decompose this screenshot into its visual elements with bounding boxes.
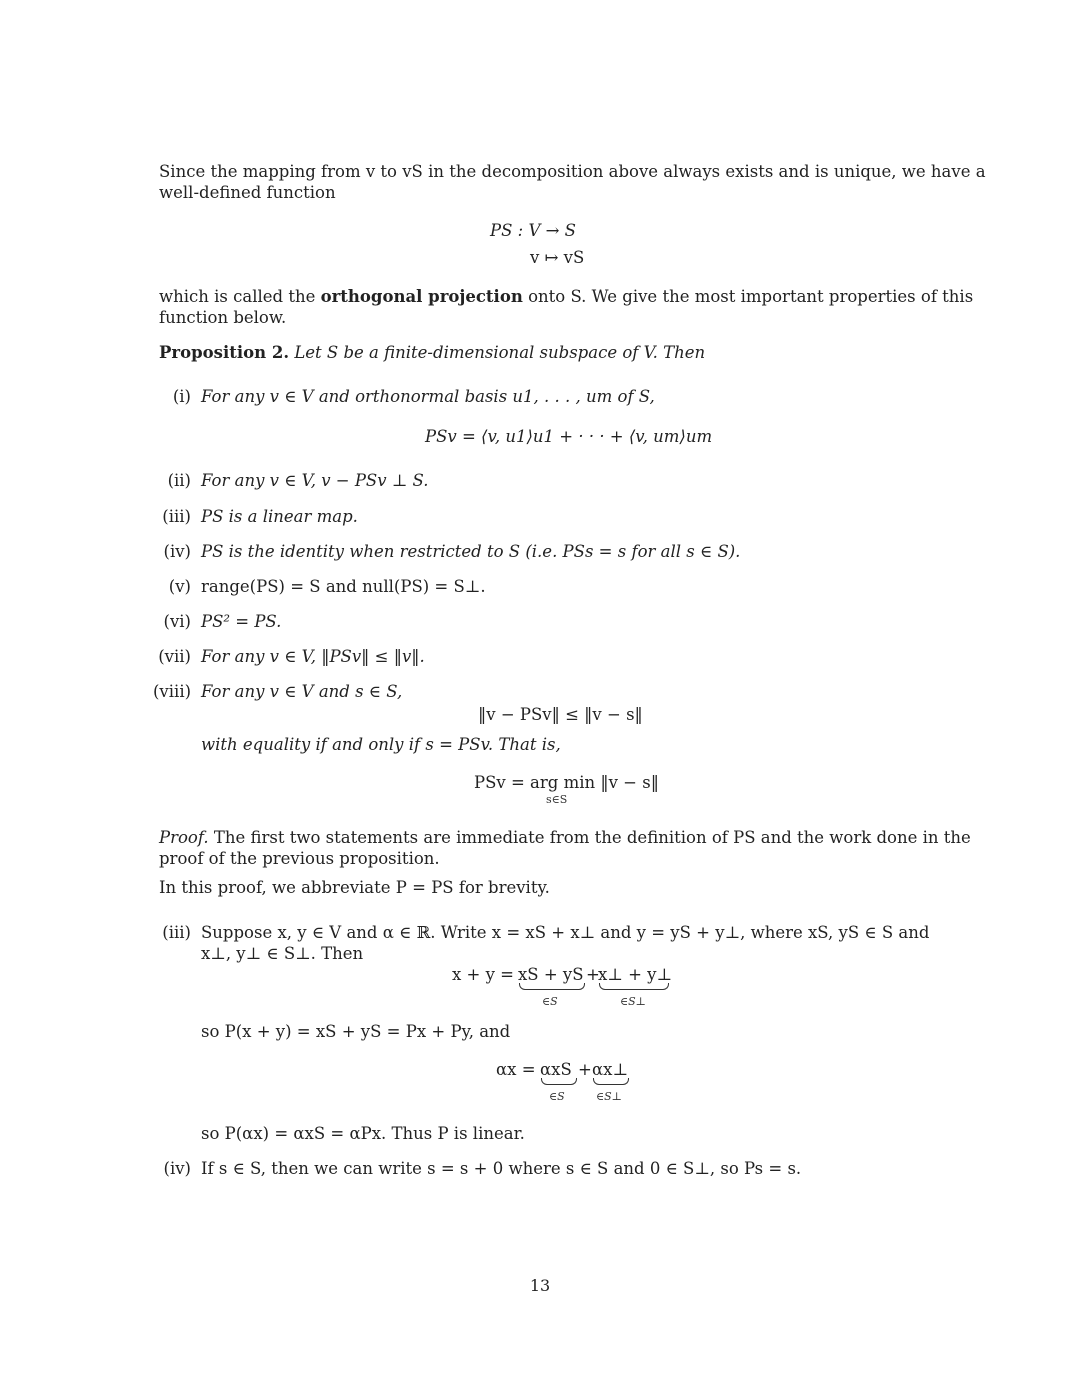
orthogonal-projection-term: orthogonal projection: [320, 287, 523, 306]
equation-argmin: PSv = arg min ‖v − s‖: [474, 773, 659, 792]
sum-in-S-label: ∈S: [542, 995, 558, 1008]
item-text-iv: PS is the identity when restricted to S (i.e. PSs = s for all s ∈ S).: [201, 542, 741, 561]
item-label-i: (i): [172, 387, 191, 406]
item-label-vi: (vi): [163, 612, 191, 631]
proposition-label: Proposition 2.: [159, 343, 290, 362]
proof-iv-text: If s ∈ S, then we can write s = s + 0 where s ∈ S and 0 ∈ S⊥, so Ps = s.: [201, 1159, 802, 1178]
item-text-vii: For any v ∈ V, ‖PSv‖ ≤ ‖v‖.: [201, 647, 425, 666]
underbrace-scalar-Sperp: [593, 1078, 629, 1085]
scalar-plus: +: [578, 1060, 592, 1079]
proof-label: Proof.: [159, 828, 209, 847]
item-label-v: (v): [168, 577, 191, 596]
underbrace-scalar-S: [541, 1078, 577, 1085]
proposition-heading: [159, 342, 705, 363]
proof-item-label-iv: (iv): [163, 1159, 191, 1178]
proof-iii-so-line-2: so P(αx) = αxS = αPx. Thus P is linear.: [201, 1124, 525, 1143]
scalar-in-Sperp-label: ∈S⊥: [596, 1090, 623, 1103]
sum-part-in-S: xS + yS: [518, 965, 584, 984]
item-text-iii: PS is a linear map.: [201, 507, 358, 526]
item-viii-continuation: with equality if and only if s = PSv. That is,: [201, 735, 561, 754]
proof-line-1: [159, 827, 971, 848]
proof-text-line-1: The first two statements are immediate from the definition of PS and the work done in the: [213, 828, 971, 847]
sum-lhs: x + y =: [452, 965, 515, 984]
proof-line-2: proof of the previous proposition.: [159, 849, 440, 868]
equation-distance-inequality: ‖v − PSv‖ ≤ ‖v − s‖: [478, 705, 643, 724]
proposition-statement: Let S be a finite-dimensional subspace of V. Then: [294, 343, 706, 362]
proof-line-3: In this proof, we abbreviate P = PS for brevity.: [159, 878, 550, 897]
intro-line-1: Since the mapping from v to vS in the decomposition above always exists and is unique, we have a: [159, 162, 986, 181]
item-text-vi: PS² = PS.: [201, 612, 282, 631]
proof-iii-so-line-1: so P(x + y) = xS + yS = Px + Py, and: [201, 1022, 511, 1041]
projection-paragraph-line-1: [159, 286, 973, 307]
page-number: 13: [529, 1276, 551, 1295]
projection-paragraph-line-2: function below.: [159, 308, 287, 327]
equation-argmin-subscript: s∈S: [546, 793, 568, 806]
scalar-lhs: αx =: [496, 1060, 536, 1079]
map-definition-line-1: PS : V → S: [490, 221, 576, 240]
scalar-part-in-Sperp: αx⊥: [592, 1060, 628, 1079]
intro-line-2: well-defined function: [159, 183, 336, 202]
item-text-viii: For any v ∈ V and s ∈ S,: [201, 682, 403, 701]
equation-orthonormal-expansion: PSv = ⟨v, u1⟩u1 + · · · + ⟨v, um⟩um: [425, 427, 713, 446]
map-definition-line-2: v ↦ vS: [530, 248, 585, 267]
proof-iii-line-1: Suppose x, y ∈ V and α ∈ ℝ. Write x = xS + x⊥ and y = yS + y⊥, where xS, yS ∈ S and: [201, 923, 930, 942]
sum-plus: +: [586, 965, 600, 984]
scalar-part-in-S: αxS: [540, 1060, 572, 1079]
projection-text-after: onto S. We give the most important properties of this: [522, 287, 974, 306]
sum-in-Sperp-label: ∈S⊥: [620, 995, 647, 1008]
projection-text-before: which is called the: [159, 287, 321, 306]
item-label-vii: (vii): [158, 647, 191, 666]
proof-item-label-iii: (iii): [162, 923, 191, 942]
item-label-iii: (iii): [162, 507, 191, 526]
item-label-ii: (ii): [167, 471, 191, 490]
item-text-i: For any v ∈ V and orthonormal basis u1, . . . , um of S,: [201, 387, 655, 406]
item-label-iv: (iv): [163, 542, 191, 561]
proof-iii-line-2: x⊥, y⊥ ∈ S⊥. Then: [201, 944, 364, 963]
item-text-ii: For any v ∈ V, v − PSv ⊥ S.: [201, 471, 429, 490]
underbrace-sum-S: [519, 983, 585, 990]
item-text-v: range(PS) = S and null(PS) = S⊥.: [201, 577, 486, 596]
scalar-in-S-label: ∈S: [549, 1090, 565, 1103]
item-label-viii: (viii): [153, 682, 192, 701]
sum-part-in-Sperp: x⊥ + y⊥: [598, 965, 672, 984]
underbrace-sum-Sperp: [599, 983, 669, 990]
